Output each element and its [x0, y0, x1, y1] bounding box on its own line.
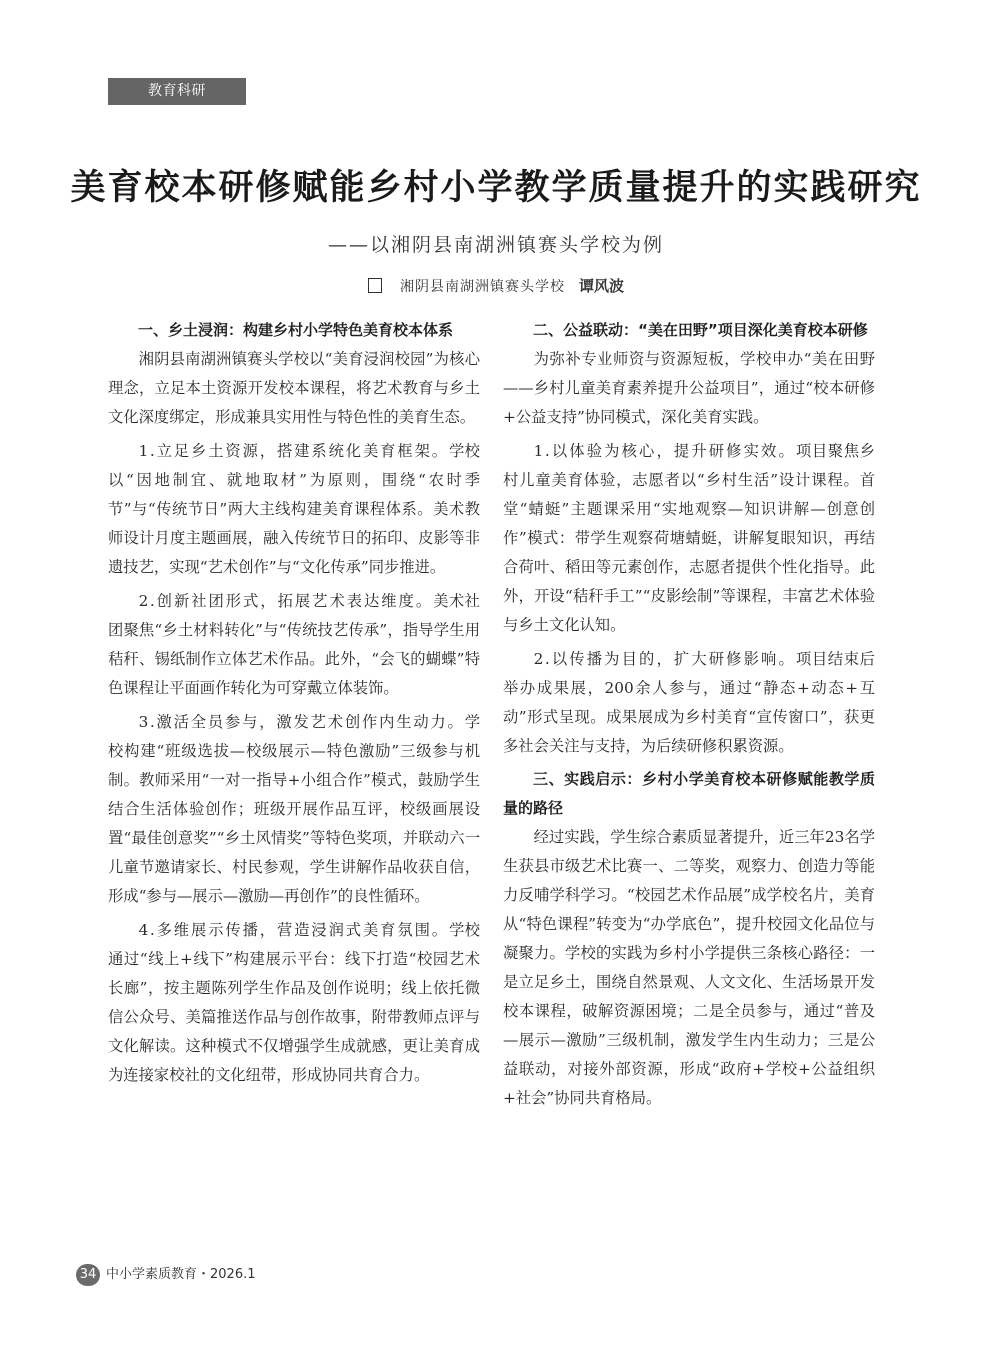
subsection-lead: 3.激活全员参与，激发艺术创作内生动力。 — [138, 713, 465, 731]
page-number-badge: 34 — [76, 1264, 100, 1286]
section-heading-1: 一、乡土浸润：构建乡村小学特色美育校本体系 — [138, 321, 454, 339]
right-column — [503, 316, 875, 1113]
subsection-2 — [108, 587, 480, 703]
subsection-text: 学校构建“班级选拔—校级展示—特色激励”三级参与机制。教师采用“一对一指导+小组合作”模式，鼓励学生结合生活体验创作；班级开展作品互评，校级画展设置“最佳创意奖”“乡土风情奖”等特色奖项，并联动六一儿童节邀请家长、村民参观，学生讲解作品收获自信，形成“参与—展示—激励—再创作”的良性循环。 — [108, 713, 480, 905]
subsection-text: 学校以“因地制宜、就地取材”为原则，围绕“农时季节”与“传统节日”两大主线构建美育课程体系。美术教师设计月度主题画展，融入传统节日的拓印、皮影等非遗技艺，实现“艺术创作”与“文化传承”同步推进。 — [108, 442, 480, 576]
subsection-lead: 2.以传播为目的，扩大研修影响。 — [533, 650, 796, 668]
paragraph: 经过实践，学生综合素质显著提升，近三年23名学生获县市级艺术比赛一、二等奖，观察力、创造力等能力反哺学科学习。“校园艺术作品展”成学校名片，美育从“特色课程”转变为“办学底色”，提升校园文化品位与凝聚力。学校的实践为乡村小学提供三条核心路径：一是立足乡土，围绕自然景观、人文文化、生活场景开发校本课程，破解资源困境；二是全员参与，通过“普及—展示—激励”三级机制，激发学生内生动力；三是公益联动，对接外部资源，形成“政府+学校+公益组织+社会”协同共育格局。 — [503, 828, 875, 1107]
subsection-3 — [108, 708, 480, 911]
section-heading-3: 三、实践启示：乡村小学美育校本研修赋能教学质量的路径 — [503, 770, 875, 817]
article-title: 美育校本研修赋能乡村小学教学质量提升的实践研究 — [70, 167, 922, 208]
subsection-text: 项目结束后举办成果展，200余人参与，通过“静态+动态+互动”形式呈现。成果展成为乡村美育“宣传窗口”，获更多社会关注与支持，为后续研修积累资源。 — [503, 650, 875, 755]
page-footer — [76, 1264, 256, 1286]
subsection-text: 美术社团聚焦“乡土材料转化”与“传统技艺传承”，指导学生用秸秆、锡纸制作立体艺术作品。此外，“会飞的蝴蝶”特色课程让平面画作转化为可穿戴立体装饰。 — [108, 592, 480, 697]
journal-issue: 中小学素质教育・2026.1 — [106, 1267, 256, 1282]
subsection-1 — [503, 437, 875, 640]
subsection-2 — [503, 645, 875, 761]
subsection-4 — [108, 916, 480, 1090]
section-tag: 教育科研 — [108, 78, 246, 105]
section-heading-2: 二、公益联动：“美在田野”项目深化美育校本研修 — [533, 321, 868, 339]
subsection-lead: 1.立足乡土资源，搭建系统化美育框架。 — [138, 442, 449, 460]
subsection-lead: 4.多维展示传播，营造浸润式美育氛围。 — [138, 921, 449, 939]
author-line — [0, 275, 992, 296]
subsection-lead: 1.以体验为核心，提升研修实效。 — [533, 442, 796, 460]
subsection-text: 学校通过“线上+线下”构建展示平台：线下打造“校园艺术长廊”，按主题陈列学生作品及创作说明；线上依托微信公众号、美篇推送作品与创作故事，附带教师点评与文化解读。这种模式不仅增强学生成就感，更让美育成为连接家校社的文化纽带，形成协同共育合力。 — [108, 921, 480, 1084]
subsection-1 — [108, 437, 480, 582]
paragraph: 湘阴县南湖洲镇赛头学校以“美育浸润校园”为核心理念，立足本土资源开发校本课程，将艺术教育与乡土文化深度绑定，形成兼具实用性与特色性的美育生态。 — [108, 350, 480, 426]
article-subtitle: ——以湘阴县南湖洲镇赛头学校为例 — [327, 234, 664, 256]
subsection-lead: 2.创新社团形式，拓展艺术表达维度。 — [138, 592, 434, 610]
author-name: 谭风波 — [578, 277, 624, 295]
left-column — [108, 316, 480, 1090]
author-org: 湘阴县南湖洲镇赛头学校 — [399, 279, 565, 295]
paragraph: 为弥补专业师资与资源短板，学校申办“美在田野——乡村儿童美育素养提升公益项目”，通过“校本研修+公益支持”协同模式，深化美育实践。 — [503, 350, 875, 426]
subsection-text: 项目聚焦乡村儿童美育体验，志愿者以“乡村生活”设计课程。首堂“蜻蜓”主题课采用“实地观察—知识讲解—创意创作”模式：带学生观察荷塘蜻蜓，讲解复眼知识，再结合荷叶、稻田等元素创作，志愿者提供个性化指导。此外，开设“秸秆手工”“皮影绘制”等课程，丰富艺术体验与乡土文化认知。 — [503, 442, 875, 634]
square-bullet-icon — [368, 278, 382, 293]
